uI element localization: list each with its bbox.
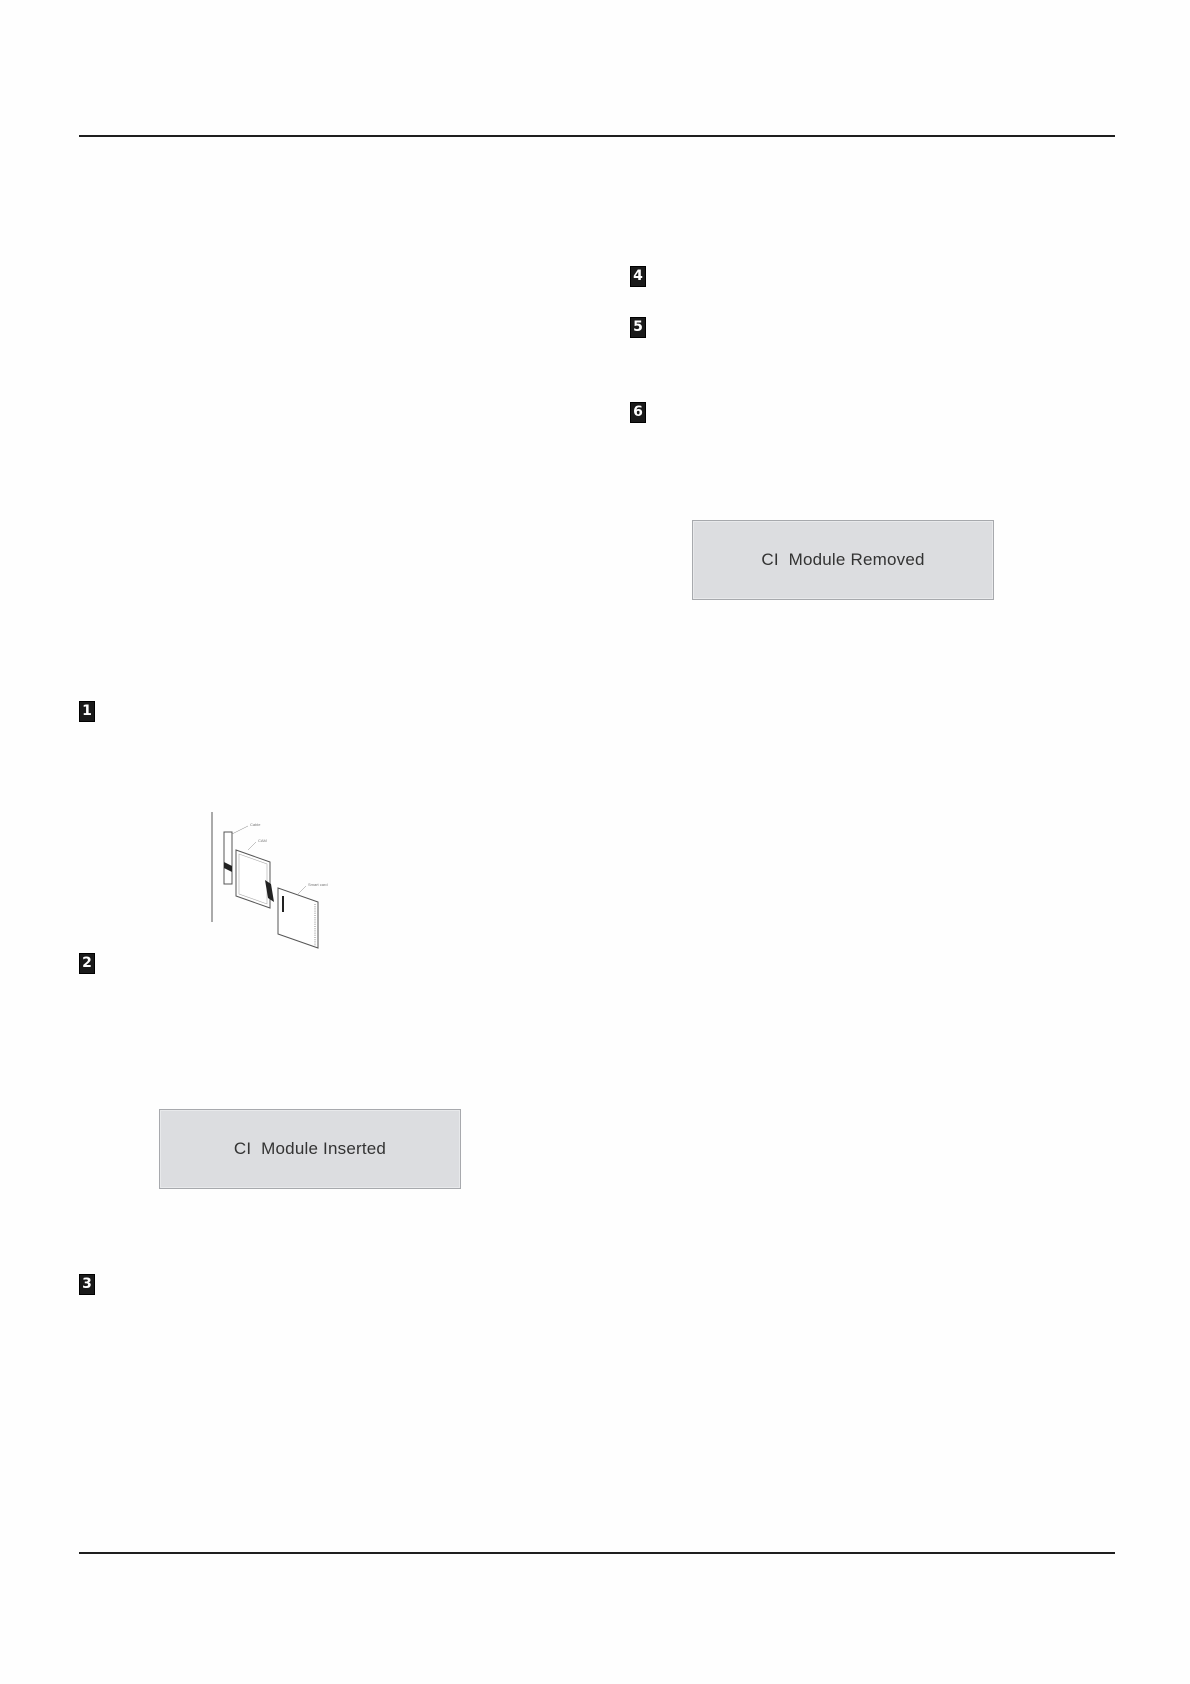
step-4-marker: 4 xyxy=(630,266,646,287)
step-1-marker: 1 xyxy=(79,701,95,722)
header-rule xyxy=(79,135,1115,137)
footer-rule xyxy=(79,1552,1115,1554)
step-2-marker: 2 xyxy=(79,953,95,974)
step-6-marker: 6 xyxy=(630,402,646,423)
cable-label: Cable xyxy=(250,822,261,827)
ci-module-removed-message: CI Module Removed xyxy=(692,520,994,600)
ci-card-insertion-illustration xyxy=(208,812,348,952)
ci-module-inserted-message: CI Module Inserted xyxy=(159,1109,461,1189)
smart-card-label: Smart card xyxy=(308,882,328,887)
step-3-marker: 3 xyxy=(79,1274,95,1295)
step-5-marker: 5 xyxy=(630,317,646,338)
cam-label: CAM xyxy=(258,838,267,843)
